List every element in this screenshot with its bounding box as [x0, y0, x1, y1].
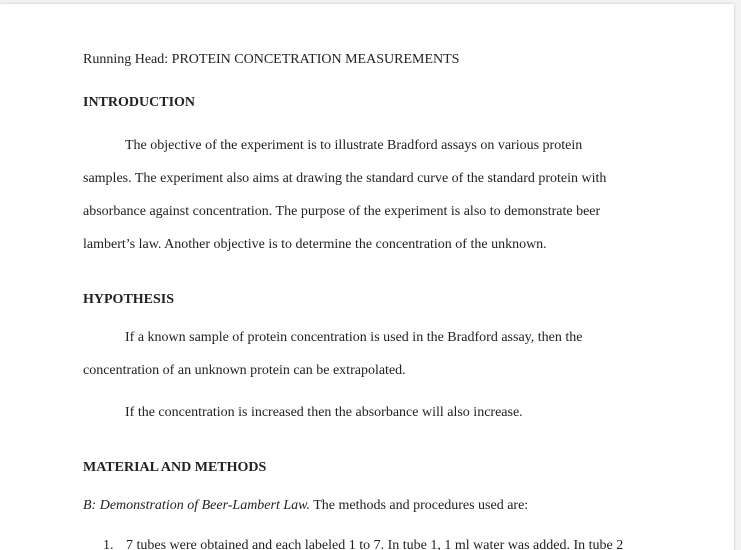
methods-list-item: [0, 537, 734, 550]
list-item-text: 7 tubes were obtained and each labeled 1 to 7. In tube 1, 1 ml water was added. In tube 2: [126, 538, 624, 550]
list-item-number: 1.: [103, 538, 114, 550]
hypothesis-line-1: If a known sample of protein concentration is used in the Bradford assay, then the: [125, 330, 583, 345]
document-page: [0, 4, 734, 550]
hypothesis-paragraph-2: If the concentration is increased then the absorbance will also increase.: [125, 405, 523, 420]
hypothesis-line-2: concentration of an unknown protein can be extrapolated.: [83, 363, 406, 378]
introduction-line-4: lambert’s law. Another objective is to determine the concentration of the unknown.: [83, 237, 547, 252]
hypothesis-heading: HYPOTHESIS: [83, 292, 175, 307]
methods-subheading: [83, 497, 528, 515]
introduction-line-2: samples. The experiment also aims at drawing the standard curve of the standard protein with: [83, 171, 607, 186]
introduction-line-3: absorbance against concentration. The purpose of the experiment is also to demonstrate beer: [83, 204, 601, 219]
methods-subheading-rest: The methods and procedures used are:: [309, 498, 529, 513]
introduction-line-1: The objective of the experiment is to illustrate Bradford assays on various protein: [125, 138, 583, 153]
running-head: Running Head: PROTEIN CONCETRATION MEASUREMENTS: [83, 52, 460, 67]
methods-subheading-italic: B: Demonstration of Beer-Lambert Law.: [83, 498, 310, 513]
introduction-heading: INTRODUCTION: [83, 95, 196, 110]
methods-heading: MATERIAL AND METHODS: [83, 460, 267, 475]
